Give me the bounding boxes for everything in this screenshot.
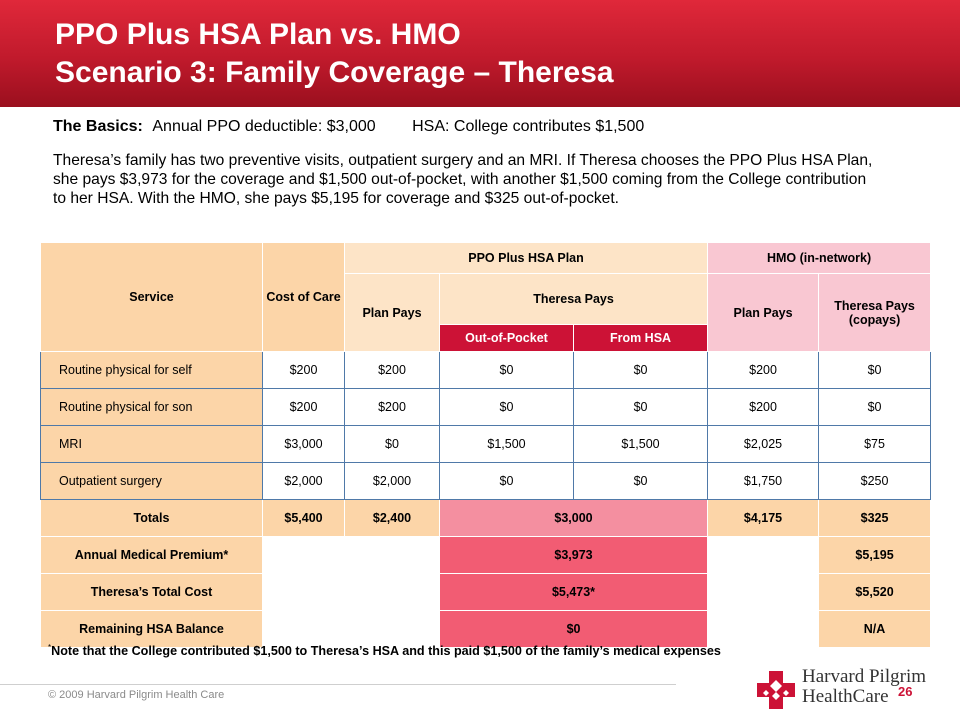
hsa-balance-row <box>41 611 931 648</box>
from-hsa-cell: $0 <box>574 389 708 426</box>
header-hmo-plan-pays: Plan Pays <box>708 274 819 352</box>
hmo-plan-pays-cell: $1,750 <box>708 463 819 500</box>
header-from-hsa: From HSA <box>574 325 708 352</box>
comparison-table <box>40 242 931 648</box>
cost-cell: $3,000 <box>263 426 345 463</box>
hsa-balance-label: Remaining HSA Balance <box>41 611 263 648</box>
basics-hsa: HSA: College contributes $1,500 <box>412 118 645 135</box>
premium-hmo: $5,195 <box>819 537 931 574</box>
out-of-pocket-cell: $0 <box>440 389 574 426</box>
header-row <box>41 243 931 274</box>
hmo-plan-pays-cell: $200 <box>708 389 819 426</box>
empty-cell <box>263 611 345 648</box>
cost-cell: $200 <box>263 389 345 426</box>
table-row <box>41 463 931 500</box>
footnote-text: Note that the College contributed $1,500 to Theresa’s HSA and this paid $1,500 of the family’s medical expenses <box>51 644 721 659</box>
from-hsa-cell: $1,500 <box>574 426 708 463</box>
service-cell: Routine physical for son <box>41 389 263 426</box>
service-cell: MRI <box>41 426 263 463</box>
cross-logo-icon <box>754 668 798 712</box>
from-hsa-cell: $0 <box>574 352 708 389</box>
totals-ppo-plan-pays: $2,400 <box>345 500 440 537</box>
header-service: Service <box>41 243 263 352</box>
out-of-pocket-cell: $1,500 <box>440 426 574 463</box>
ppo-plan-pays-cell: $200 <box>345 389 440 426</box>
empty-cell <box>345 574 440 611</box>
total-cost-row <box>41 574 931 611</box>
basics-label: The Basics: <box>53 118 143 135</box>
premium-label: Annual Medical Premium* <box>41 537 263 574</box>
footnote-marker: * <box>48 643 52 652</box>
header-hmo-theresa-pays: Theresa Pays (copays) <box>819 274 931 352</box>
ppo-plan-pays-cell: $200 <box>345 352 440 389</box>
table-row <box>41 389 931 426</box>
total-cost-ppo: $5,473* <box>440 574 708 611</box>
scenario-description: Theresa’s family has two preventive visits, outpatient surgery and an MRI. If Theresa chooses the PPO Plus HSA Plan, she pays $3,973 for the coverage and $1,500 out-of-pocket, with another $1,500 coming from the College contribution to her HSA. With the HMO, she pays $5,195 for coverage and $325 out-of-pocket. <box>53 152 873 207</box>
header-ppo-plan: PPO Plus HSA Plan <box>345 243 708 274</box>
premium-ppo: $3,973 <box>440 537 708 574</box>
total-cost-label: Theresa’s Total Cost <box>41 574 263 611</box>
page-subtitle: Scenario 3: Family Coverage – Theresa <box>55 56 614 89</box>
page-number: 26 <box>898 684 913 699</box>
brand-name-line1: Harvard Pilgrim <box>802 666 927 687</box>
title-banner <box>0 0 960 107</box>
ppo-plan-pays-cell: $0 <box>345 426 440 463</box>
header-out-of-pocket: Out-of-Pocket <box>440 325 574 352</box>
hmo-plan-pays-cell: $200 <box>708 352 819 389</box>
cost-cell: $200 <box>263 352 345 389</box>
basics-deductible: Annual PPO deductible: $3,000 <box>152 118 376 135</box>
totals-hmo-plan-pays: $4,175 <box>708 500 819 537</box>
ppo-plan-pays-cell: $2,000 <box>345 463 440 500</box>
totals-theresa-pays: $3,000 <box>440 500 708 537</box>
hmo-plan-pays-cell: $2,025 <box>708 426 819 463</box>
total-cost-hmo: $5,520 <box>819 574 931 611</box>
empty-cell <box>345 537 440 574</box>
premium-row <box>41 537 931 574</box>
table-row <box>41 352 931 389</box>
header-ppo-plan-pays: Plan Pays <box>345 274 440 352</box>
header-theresa-pays: Theresa Pays <box>440 274 708 325</box>
empty-cell <box>708 611 819 648</box>
empty-cell <box>708 574 819 611</box>
cost-cell: $2,000 <box>263 463 345 500</box>
basics-line <box>53 118 644 136</box>
header-cost-of-care: Cost of Care <box>263 243 345 352</box>
brand-name-line2: HealthCare <box>802 686 889 707</box>
from-hsa-cell: $0 <box>574 463 708 500</box>
empty-cell <box>345 611 440 648</box>
hmo-copay-cell: $0 <box>819 352 931 389</box>
service-cell: Routine physical for self <box>41 352 263 389</box>
table-row <box>41 426 931 463</box>
out-of-pocket-cell: $0 <box>440 463 574 500</box>
copyright: © 2009 Harvard Pilgrim Health Care <box>48 689 225 701</box>
hsa-balance-ppo: $0 <box>440 611 708 648</box>
hsa-balance-hmo: N/A <box>819 611 931 648</box>
hmo-copay-cell: $75 <box>819 426 931 463</box>
empty-cell <box>263 574 345 611</box>
header-hmo: HMO (in-network) <box>708 243 931 274</box>
footnote <box>48 643 721 658</box>
totals-cost: $5,400 <box>263 500 345 537</box>
hmo-copay-cell: $250 <box>819 463 931 500</box>
totals-hmo-copay: $325 <box>819 500 931 537</box>
out-of-pocket-cell: $0 <box>440 352 574 389</box>
page-title: PPO Plus HSA Plan vs. HMO <box>55 18 461 51</box>
hmo-copay-cell: $0 <box>819 389 931 426</box>
footer-divider <box>0 684 676 685</box>
totals-row <box>41 500 931 537</box>
empty-cell <box>708 537 819 574</box>
totals-label: Totals <box>41 500 263 537</box>
service-cell: Outpatient surgery <box>41 463 263 500</box>
company-logo <box>752 664 952 716</box>
empty-cell <box>263 537 345 574</box>
